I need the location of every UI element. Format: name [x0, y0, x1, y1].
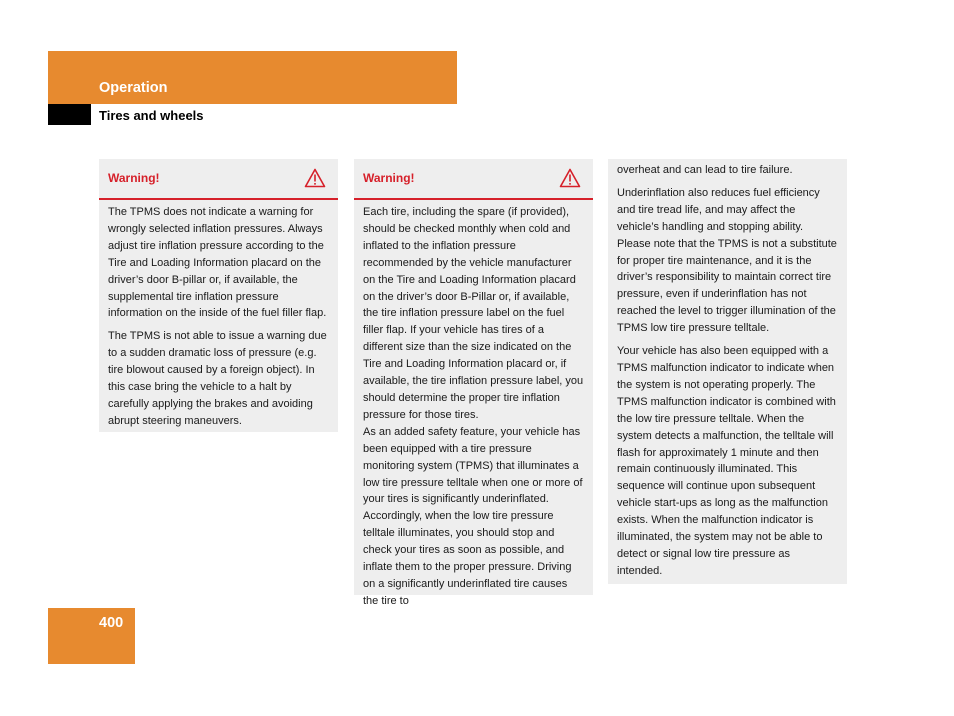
section-title: Operation	[99, 80, 168, 96]
warning-box-2	[354, 159, 593, 607]
paragraph: Underinflation also reduces fuel efficiency and tire tread life, and may affect the vehicle’s handling and stopping ability. Please note that the TPMS is not a substitute for proper tire maintenance, and it is the driver’s responsibility to maintain correct tire pressure, even if underinflation has not reached the level to trigger illumination of the TPMS low tire pressure telltale.	[617, 186, 837, 335]
subsection-title: Tires and wheels	[99, 108, 204, 123]
warning-body	[608, 159, 847, 580]
subsection-marker	[48, 104, 91, 125]
paragraph: The TPMS does not indicate a warning for wrongly selected inflation pressures. Always adjust tire inflation pressure according to the Tire and Loading Information placard on the driver’s door B-pillar or, if available, the supplemental tire inflation pressure information on the inside of the fuel filler flap.	[108, 206, 327, 320]
paragraph: Your vehicle has also been equipped with a TPMS malfunction indicator to indicate when the system is not operating properly. The TPMS malfunction indicator is combined with the low tire pressure telltale. When the system detects a malfunction, the telltale will flash for approximately 1 minute and then remain continuously illuminated. This sequence will continue upon subsequent vehicle start-ups as long as the malfunction exists. When the malfunction indicator is illuminated, the system may not be able to detect or signal low tire pressure as intended.	[617, 345, 836, 577]
paragraph: As an added safety feature, your vehicle has been equipped with a tire pressure monitoring system (TPMS) that illuminates a low tire pressure telltale when one or more of your tires is significantly underinflated. Accordingly, when the low tire pressure telltale illuminates, you should stop and check your tires as soon as possible, and inflate them to the proper pressure. Driving on a significantly underinflated tire causes the tire to	[363, 425, 583, 607]
warning-header	[354, 159, 593, 200]
paragraph: overheat and can lead to tire failure.	[617, 164, 793, 176]
warning-triangle-icon	[304, 168, 326, 188]
warning-body	[99, 200, 338, 430]
paragraph: The TPMS is not able to issue a warning due to a sudden dramatic loss of pressure (e.g. tire blowout caused by a foreign object). In this case bring the vehicle to a halt by carefully applying the brakes and avoiding abrupt steering maneuvers.	[108, 330, 327, 427]
warning-triangle-icon	[559, 168, 581, 188]
warning-header	[99, 159, 338, 200]
warning-label: Warning!	[108, 171, 160, 185]
warning-body	[354, 200, 593, 610]
paragraph: Each tire, including the spare (if provided), should be checked monthly when cold and inflated to the inflation pressure recommended by the vehicle manufacturer on the Tire and Loading Information placard on the driver’s door B-Pillar or, if available, the tire inflation pressure label on the fuel filler flap. If your vehicle has tires of a different size than the size indicated on the Tire and Loading Information placard or, if available, the tire inflation pressure label, you should determine the proper tire inflation pressure for those tires.	[363, 206, 584, 421]
warning-label: Warning!	[363, 171, 415, 185]
page-number: 400	[99, 615, 124, 631]
section-header-bar	[48, 51, 457, 104]
warning-box-continued	[608, 159, 847, 584]
warning-box-1	[99, 159, 338, 432]
